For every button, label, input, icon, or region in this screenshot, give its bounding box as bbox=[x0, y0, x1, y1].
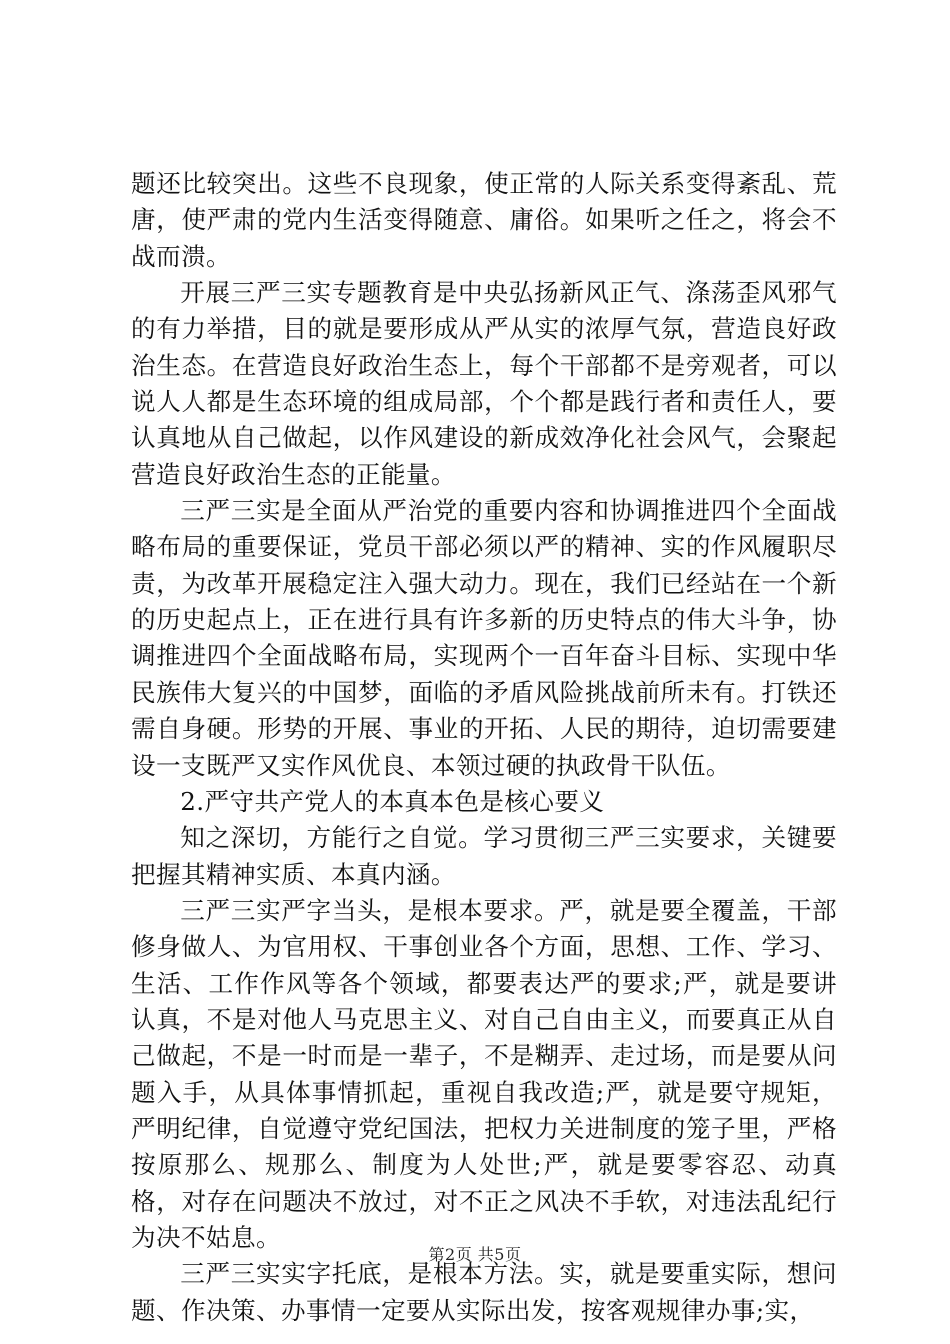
section-heading: 2.严守共产党人的本真本色是核心要义 bbox=[180, 786, 605, 816]
page-footer: 第2页 共5页 bbox=[428, 1245, 522, 1264]
document-body bbox=[131, 166, 837, 1329]
paragraph-strategy: 三严三实是全面从严治党的重要内容和协调推进四个全面战略布局的重要保证，党员干部必须以严的精神、实的作风履职尽责，为改革开展稳定注入强大动力。现在，我们已经站在一个新的历史起点上，正在进行具有许多新的历史特点的伟大斗争，协调推进四个全面战略布局，实现两个一百年奋斗目标、实现中华民族伟大复兴的中国梦，面临的矛盾风险挑战前所未有。打铁还需自身硬。形势的开展、事业的开拓、人民的期待，迫切需要建设一支既严又实作风优良、本领过硬的执政骨干队伍。 bbox=[131, 496, 837, 780]
paragraph-intro: 知之深切，方能行之自觉。学习贯彻三严三实要求，关键要把握其精神实质、本真内涵。 bbox=[131, 823, 837, 889]
paragraph-solid: 三严三实实字托底，是根本方法。实，就是要重实际，想问题、作决策、办事情一定要从实际出发，按客观规律办事;实， bbox=[131, 1259, 837, 1325]
paragraph-strict: 三严三实严字当头，是根本要求。严，就是要全覆盖，干部修身做人、为官用权、干事创业各个方面，思想、工作、学习、生活、工作作风等各个领域，都要表达严的要求;严，就是要讲认真，不是对他人马克思主义、对自己自由主义，而要真正从自己做起，不是一时而是一辈子，不是糊弄、走过场，而是要从问题入手，从具体事情抓起，重视自我改造;严，就是要守规矩，严明纪律，自觉遵守党纪国法，把权力关进制度的笼子里，严格按原那么、规那么、制度为人处世;严，就是要零容忍、动真格，对存在问题决不放过，对不正之风决不手软，对违法乱纪行为决不姑息。 bbox=[131, 895, 837, 1252]
paragraph-education: 开展三严三实专题教育是中央弘扬新风正气、涤荡歪风邪气的有力举措，目的就是要形成从严从实的浓厚气氛，营造良好政治生态。在营造良好政治生态上，每个干部都不是旁观者，可以说人人都是生态环境的组成局部，个个都是践行者和责任人，要认真地从自己做起，以作风建设的新成效净化社会风气，会聚起营造良好政治生态的正能量。 bbox=[131, 278, 837, 489]
paragraph-continuation: 题还比较突出。这些不良现象，使正常的人际关系变得紊乱、荒唐，使严肃的党内生活变得随意、庸俗。如果听之任之，将会不战而溃。 bbox=[131, 169, 837, 271]
